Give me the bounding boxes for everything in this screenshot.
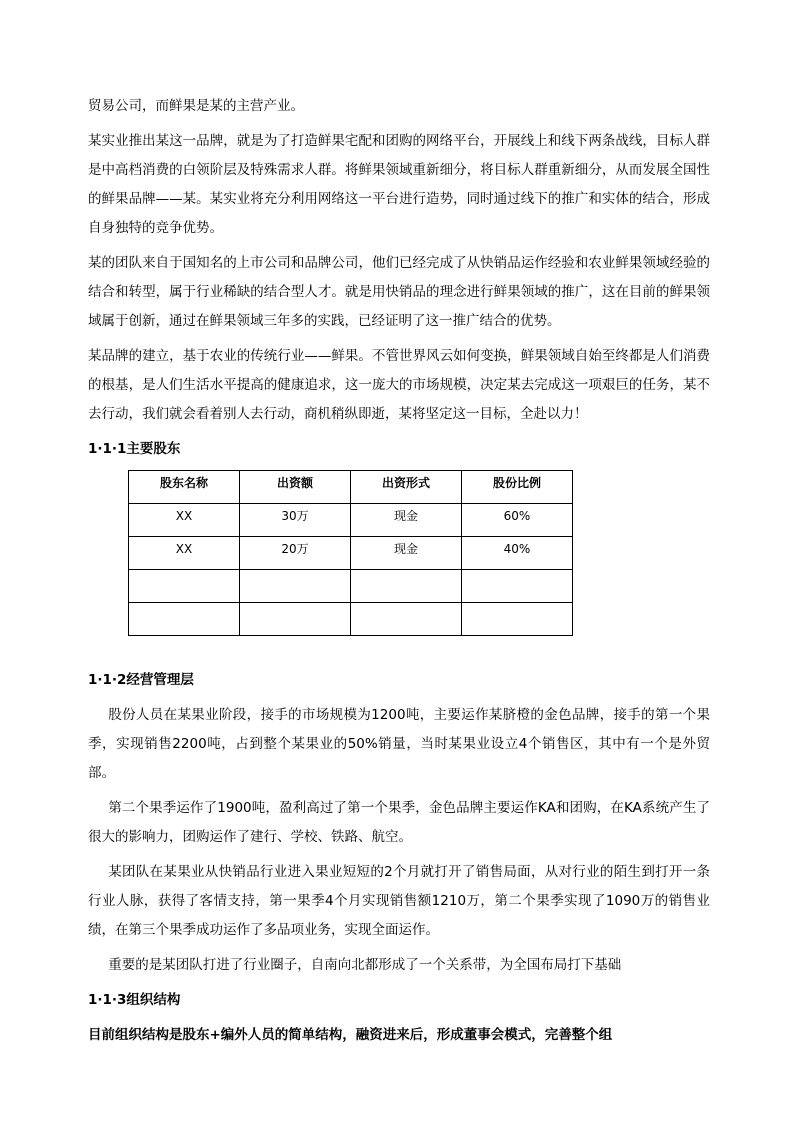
table-header-cell: 股东名称 [129, 471, 240, 504]
table-header-cell: 出资形式 [351, 471, 462, 504]
shareholders-table [128, 470, 573, 636]
table-header-cell: 出资额 [240, 471, 351, 504]
paragraph: 重要的是某团队打进了行业圈子，自南向北都形成了一个关系带，为全国布局打下基础 [108, 957, 622, 973]
paragraph: 某的团队来自于国知名的上市公司和品牌公司，他们已经完成了从快销品运作经验和农业鲜果领域经验的结合和转型，属于行业稀缺的结合型人才。就是用快销品的理念进行鲜果领域的推广，这在目前的鲜果领域属于创新，通过在鲜果领域三年多的实践，已经证明了这一推广结合的优势。 [88, 255, 710, 329]
table-header-cell: 股份比例 [462, 471, 573, 504]
table-cell: 40% [462, 537, 573, 570]
table-cell [240, 570, 351, 603]
section-heading-shareholders: 1·1·1主要股东 [88, 441, 181, 457]
table-cell [351, 570, 462, 603]
paragraph: 贸易公司，而鲜果是某的主营产业。 [88, 98, 304, 114]
table-cell: 现金 [351, 537, 462, 570]
table-row [129, 570, 573, 603]
table-cell: 现金 [351, 504, 462, 537]
table-row [129, 537, 573, 570]
section-heading-management: 1·1·2经营管理层 [88, 672, 194, 688]
table-header-row [129, 471, 573, 504]
paragraph: 股份人员在某果业阶段，接手的市场规模为1200吨，主要运作某脐橙的金色品牌，接手的第一个果季，实现销售2200吨，占到整个某果业的50%销量，当时某果业设立4个销售区，其中有一个是外贸部。 [88, 707, 710, 781]
paragraph: 某品牌的建立，基于农业的传统行业——鲜果。不管世界风云如何变换，鲜果领域自始至终都是人们消费的根基，是人们生活水平提高的健康追求，这一庞大的市场规模，决定某去完成这一项艰巨的任务，某不去行动，我们就会看着别人去行动，商机稍纵即逝，某将坚定这一目标，全赴以力！ [88, 348, 710, 422]
paragraph: 目前组织结构是股东+编外人员的简单结构，融资进来后，形成董事会模式，完善整个组 [88, 1027, 613, 1043]
paragraph: 某团队在某果业从快销品行业进入果业短短的2个月就打开了销售局面，从对行业的陌生到打开一条行业人脉，获得了客情支持，第一果季4个月实现销售额1210万，第二个果季实现了1090万的销售业绩，在第三个果季成功运作了多品项业务，实现全面运作。 [88, 864, 710, 938]
table-cell: XX [129, 537, 240, 570]
table-cell [240, 603, 351, 636]
paragraph: 第二个果季运作了1900吨，盈利高过了第一个果季，金色品牌主要运作KA和团购，在KA系统产生了很大的影响力，团购运作了建行、学校、铁路、航空。 [88, 800, 710, 845]
table-row [129, 504, 573, 537]
table-cell [462, 603, 573, 636]
table-cell [129, 603, 240, 636]
table-cell: XX [129, 504, 240, 537]
table-cell: 30万 [240, 504, 351, 537]
paragraph: 某实业推出某这一品牌，就是为了打造鲜果宅配和团购的网络平台，开展线上和线下两条战线，目标人群是中高档消费的白领阶层及特殊需求人群。将鲜果领域重新细分，将目标人群重新细分，从而发展全国性的鲜果品牌——某。某实业将充分利用网络这一平台进行造势，同时通过线下的推广和实体的结合，形成自身独特的竞争优势。 [88, 133, 710, 236]
table-cell [129, 570, 240, 603]
table-cell [351, 603, 462, 636]
document-page [88, 92, 710, 1056]
table-cell: 20万 [240, 537, 351, 570]
table-cell [462, 570, 573, 603]
section-heading-organization: 1·1·3组织结构 [88, 992, 181, 1008]
table-row [129, 603, 573, 636]
table-cell: 60% [462, 504, 573, 537]
